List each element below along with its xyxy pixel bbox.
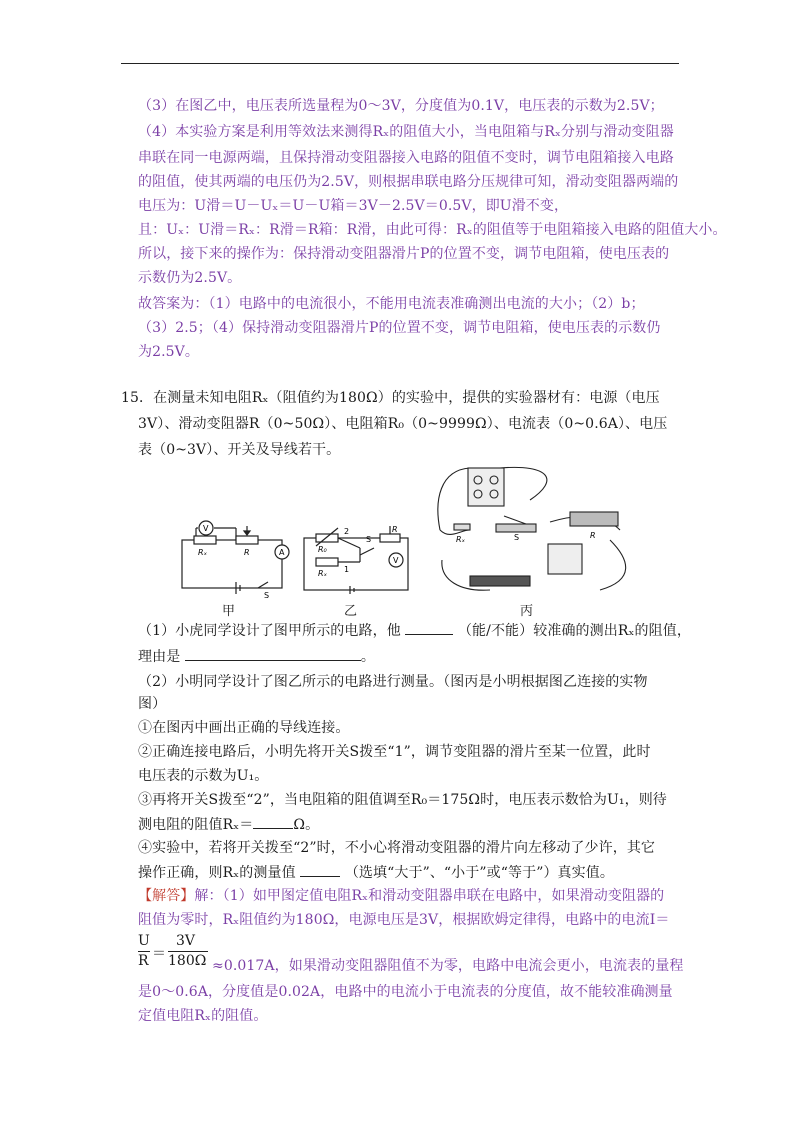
physical-circuit-bing — [430, 460, 640, 598]
fraction-bar-2 — [168, 951, 208, 952]
fraction-bar-1 — [138, 951, 150, 952]
part-2-step-3-unit: Ω。 — [293, 817, 320, 833]
answer-line-1-text: 解：（1）如甲图定值电阻Rₓ和滑动变阻器串联在电路中，如果滑动变阻器的 — [194, 888, 665, 904]
part-2-blank-rx[interactable] — [253, 814, 293, 829]
previous-answer-line-11: 为2.5V。 — [138, 344, 199, 360]
answer-line-4: 是0～0.6A，分度值是0.02A，电路中的电流小于电流表的分度值，故不能较准确测量 — [138, 984, 673, 1000]
part-1-reason-label: 理由是 — [138, 649, 181, 665]
fraction-3v: 3V — [176, 933, 196, 949]
voltmeter-label-yi: V — [393, 556, 399, 565]
part-1-line-2 — [138, 646, 375, 667]
previous-answer-line-3: 串联在同一电源两端，且保持滑动变阻器接入电路的阻值不变时，调节电阻箱接入电路 — [138, 150, 674, 166]
part-2-step-2-line-2: 电压表的示数为U₁。 — [138, 768, 269, 784]
figure-label-bing: 丙 — [520, 604, 534, 619]
part-2-step-3-line-1: ③再将开关S拨至“2”，当电阻箱的阻值调至R₀＝175Ω时，电压表示数恰为U₁，则待 — [138, 792, 667, 808]
fraction-180: 180Ω — [168, 953, 207, 969]
part-1-text-a: （1）小虎同学设计了图甲所示的电路，他 — [138, 623, 401, 639]
previous-answer-line-5: 电压为：U滑＝U－Uₓ＝U－U箱＝3V－2.5V＝0.5V，即U滑不变， — [138, 198, 569, 214]
previous-answer-line-1: （3）在图乙中，电压表所选量程为0～3V，分度值为0.1V，电压表的示数为2.5V； — [138, 98, 664, 114]
fraction-equals: ＝ — [152, 946, 166, 962]
part-2-step-4-text-a: 操作正确，则Rₓ的测量值 — [138, 865, 296, 881]
part-2-step-4-text-b: （选填“大于”、“小于”或“等于”）真实值。 — [344, 865, 614, 881]
part-2-line-1: （2）小明同学设计了图乙所示的电路进行测量。（图丙是小明根据图乙连接的实物 — [138, 674, 648, 690]
page-top-rule — [121, 63, 679, 64]
part-1-text-b: （能/不能）较准确的测出Rₓ的阻值， — [457, 623, 691, 639]
switch-label-bing: S — [514, 533, 520, 542]
previous-answer-line-4: 的阻值，使其两端的电压仍为2.5V，则根据串联电路分压规律可知，滑动变阻器两端的 — [138, 174, 679, 190]
previous-answer-line-10: （3）2.5；（4）保持滑动变阻器滑片P的位置不变，调节电阻箱，使电压表的示数仍 — [138, 320, 661, 336]
part-2-step-4-line-2 — [138, 862, 614, 883]
ammeter-label: A — [279, 548, 285, 557]
circuit-diagram-jia — [176, 520, 296, 600]
part-1-period: 。 — [360, 649, 375, 665]
part-2-step-2-line-1: ②正确连接电路后，小明先将开关S拨至“1”，调节变阻器的滑片至某一位置，此时 — [138, 744, 651, 760]
previous-answer-line-8: 示数仍为2.5V。 — [138, 270, 242, 286]
answer-tag: 【解答】 — [138, 888, 195, 904]
figure-label-yi: 乙 — [344, 604, 358, 619]
switch-position-1: 1 — [344, 565, 350, 574]
fraction-r: R — [138, 953, 149, 969]
part-2-step-4-line-1: ④实验中，若将开关拨至“2”时，不小心将滑动变阻器的滑片向左移动了少许，其它 — [138, 840, 656, 856]
part-1-blank-can[interactable] — [405, 620, 453, 635]
part-2-step-3-rx-label: 测电阻的阻值Rₓ＝ — [138, 817, 254, 833]
answer-line-5: 定值电阻Rₓ的阻值。 — [138, 1008, 268, 1024]
part-2-blank-compare[interactable] — [300, 862, 340, 877]
figure-label-jia: 甲 — [222, 604, 236, 619]
circuit-diagram-yi — [300, 520, 420, 600]
voltmeter-label: V — [203, 524, 209, 533]
previous-answer-line-2: （4）本实验方案是利用等效法来测得Rₓ的阻值大小，当电阻箱与Rₓ分别与滑动变阻器 — [138, 124, 674, 140]
fraction-u: U — [138, 933, 150, 949]
r-label: R — [244, 548, 250, 557]
rx-label-bing: Rₓ — [456, 535, 466, 544]
rx-label: Rₓ — [198, 548, 208, 557]
previous-answer-line-9: 故答案为：（1）电路中的电流很小，不能用电流表准确测出电流的大小；（2）b； — [138, 296, 645, 312]
part-1-blank-reason[interactable] — [185, 646, 361, 661]
r0-label: R₀ — [318, 545, 327, 554]
answer-line-3: ≈0.017A，如果滑动变阻器阻值不为零，电路中电流会更小，电流表的量程 — [212, 958, 684, 974]
rx-label-yi: Rₓ — [318, 569, 328, 578]
r-label-yi: R — [392, 525, 398, 534]
switch-label: S — [264, 591, 270, 600]
answer-line-1 — [138, 886, 664, 906]
part-2-step-3-line-2 — [138, 814, 319, 835]
r-label-bing: R — [590, 531, 596, 540]
switch-position-2: 2 — [344, 527, 350, 536]
answer-line-2: 阻值为零时，Rₓ阻值约为180Ω，电源电压是3V，根据欧姆定律得，电路中的电流I＝ — [138, 912, 670, 928]
part-2-step-1: ①在图丙中画出正确的导线连接。 — [138, 720, 350, 736]
question-15-line-2: 3V）、滑动变阻器R（0~50Ω）、电阻箱R₀（0~9999Ω）、电流表（0~0.6A）、电压 — [138, 416, 668, 432]
part-2-line-2: 图） — [138, 696, 167, 712]
question-15-line-1: 15．在测量未知电阻Rₓ（阻值约为180Ω）的实验中，提供的实验器材有：电源（电压 — [121, 390, 660, 406]
previous-answer-line-6: 且：Uₓ：U滑＝Rₓ：R滑＝R箱：R滑，由此可得：Rₓ的阻值等于电阻箱接入电路的阻值大小。 — [138, 222, 727, 238]
previous-answer-line-7: 所以，接下来的操作为：保持滑动变阻器滑片P的位置不变，调节电阻箱，使电压表的 — [138, 246, 670, 262]
switch-label-yi: S — [366, 535, 372, 544]
question-15-line-3: 表（0~3V）、开关及导线若干。 — [138, 442, 341, 458]
part-1-line-1 — [138, 620, 691, 641]
